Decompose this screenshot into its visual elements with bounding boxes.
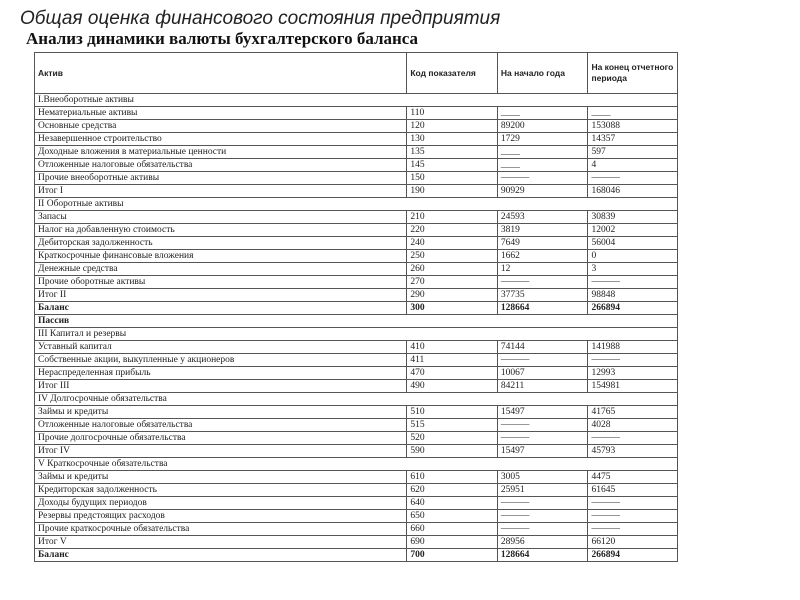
- cell-end: ———: [588, 172, 678, 185]
- cell-start: ____: [497, 107, 588, 120]
- cell-end: 12002: [588, 224, 678, 237]
- cell-end: 98848: [588, 289, 678, 302]
- cell-start: 1729: [497, 133, 588, 146]
- header-name: Актив: [35, 53, 407, 94]
- header-code: Код показателя: [407, 53, 498, 94]
- table-row: [35, 510, 678, 523]
- cell-name: Итог III: [35, 380, 407, 393]
- cell-code: 700: [407, 549, 498, 562]
- table-row: [35, 107, 678, 120]
- cell-end: ———: [588, 432, 678, 445]
- cell-name: Кредиторская задолженность: [35, 484, 407, 497]
- cell-name: Итог V: [35, 536, 407, 549]
- table-row: [35, 354, 678, 367]
- cell-name: Прочие оборотные активы: [35, 276, 407, 289]
- table-row: [35, 159, 678, 172]
- cell-end: 597: [588, 146, 678, 159]
- table-row: [35, 445, 678, 458]
- cell-code: 110: [407, 107, 498, 120]
- cell-name: Резервы предстоящих расходов: [35, 510, 407, 523]
- table-row: [35, 497, 678, 510]
- cell-end: 14357: [588, 133, 678, 146]
- cell-code: 660: [407, 523, 498, 536]
- page-title: Общая оценка финансового состояния предприятия: [20, 8, 501, 29]
- cell-start: ____: [497, 159, 588, 172]
- cell-name: Краткосрочные финансовые вложения: [35, 250, 407, 263]
- cell-end: 30839: [588, 211, 678, 224]
- cell-name: Итог II: [35, 289, 407, 302]
- cell-start: ———: [497, 276, 588, 289]
- header-start: На начало года: [497, 53, 588, 94]
- cell-end: 4: [588, 159, 678, 172]
- cell-code: 250: [407, 250, 498, 263]
- cell-name: Прочие краткосрочные обязательства: [35, 523, 407, 536]
- cell-code: 470: [407, 367, 498, 380]
- table-row: [35, 146, 678, 159]
- cell-name: Баланс: [35, 549, 407, 562]
- cell-name: Доходы будущих периодов: [35, 497, 407, 510]
- table-row: [35, 120, 678, 133]
- cell-end: 266894: [588, 549, 678, 562]
- cell-start: 128664: [497, 302, 588, 315]
- cell-end: ———: [588, 523, 678, 536]
- cell-code: 620: [407, 484, 498, 497]
- cell-name: Основные средства: [35, 120, 407, 133]
- cell-name: Доходные вложения в материальные ценности: [35, 146, 407, 159]
- table-row: [35, 367, 678, 380]
- cell-end: 41765: [588, 406, 678, 419]
- table-row: [35, 536, 678, 549]
- cell-end: 66120: [588, 536, 678, 549]
- cell-code: 290: [407, 289, 498, 302]
- cell-end: ———: [588, 354, 678, 367]
- cell-end: 4475: [588, 471, 678, 484]
- cell-end: ———: [588, 497, 678, 510]
- cell-code: 190: [407, 185, 498, 198]
- table-row: [35, 484, 678, 497]
- cell-code: 270: [407, 276, 498, 289]
- cell-start: ———: [497, 419, 588, 432]
- cell-code: 610: [407, 471, 498, 484]
- cell-start: 10067: [497, 367, 588, 380]
- cell-name: Отложенные налоговые обязательства: [35, 419, 407, 432]
- table-row: [35, 289, 678, 302]
- cell-start: 74144: [497, 341, 588, 354]
- cell-start: 28956: [497, 536, 588, 549]
- cell-start: 24593: [497, 211, 588, 224]
- table-row: [35, 406, 678, 419]
- cell-code: 515: [407, 419, 498, 432]
- cell-name: Денежные средства: [35, 263, 407, 276]
- cell-end: 56004: [588, 237, 678, 250]
- cell-start: ———: [497, 510, 588, 523]
- cell-end: 61645: [588, 484, 678, 497]
- cell-end: 12993: [588, 367, 678, 380]
- cell-code: 410: [407, 341, 498, 354]
- cell-start: 3819: [497, 224, 588, 237]
- cell-end: ———: [588, 276, 678, 289]
- cell-start: 12: [497, 263, 588, 276]
- table-row: [35, 432, 678, 445]
- cell-name: Налог на добавленную стоимость: [35, 224, 407, 237]
- cell-name: Баланс: [35, 302, 407, 315]
- cell-name: Собственные акции, выкупленные у акционеров: [35, 354, 407, 367]
- section-title: V Краткосрочные обязательства: [35, 458, 678, 471]
- cell-code: 640: [407, 497, 498, 510]
- cell-name: Отложенные налоговые обязательства: [35, 159, 407, 172]
- cell-start: 3005: [497, 471, 588, 484]
- cell-code: 220: [407, 224, 498, 237]
- cell-code: 590: [407, 445, 498, 458]
- table-row: [35, 549, 678, 562]
- cell-code: 690: [407, 536, 498, 549]
- cell-name: Прочие долгосрочные обязательства: [35, 432, 407, 445]
- cell-start: 25951: [497, 484, 588, 497]
- cell-name: Итог I: [35, 185, 407, 198]
- cell-code: 210: [407, 211, 498, 224]
- table-row: [35, 224, 678, 237]
- cell-name: Итог IV: [35, 445, 407, 458]
- cell-start: ———: [497, 432, 588, 445]
- cell-code: 411: [407, 354, 498, 367]
- cell-name: Запасы: [35, 211, 407, 224]
- table-row: [35, 237, 678, 250]
- page-subtitle: Анализ динамики валюты бухгалтерского баланса: [26, 29, 419, 48]
- cell-start: ———: [497, 354, 588, 367]
- cell-name: Незавершенное строительство: [35, 133, 407, 146]
- cell-start: 15497: [497, 406, 588, 419]
- cell-name: Уставный капитал: [35, 341, 407, 354]
- table-row: [35, 341, 678, 354]
- section-title: Пассив: [35, 315, 678, 328]
- cell-start: ———: [497, 497, 588, 510]
- cell-name: Займы и кредиты: [35, 471, 407, 484]
- cell-end: 0: [588, 250, 678, 263]
- cell-end: 154981: [588, 380, 678, 393]
- table-row: [35, 211, 678, 224]
- cell-end: 168046: [588, 185, 678, 198]
- cell-end: ____: [588, 107, 678, 120]
- cell-name: Нематериальные активы: [35, 107, 407, 120]
- header-end: На конец отчетного периода: [588, 53, 678, 94]
- cell-code: 300: [407, 302, 498, 315]
- cell-code: 120: [407, 120, 498, 133]
- cell-end: 45793: [588, 445, 678, 458]
- balance-table-body: [35, 53, 678, 562]
- cell-start: 7649: [497, 237, 588, 250]
- cell-name: Дебиторская задолженность: [35, 237, 407, 250]
- cell-start: ———: [497, 523, 588, 536]
- cell-start: 128664: [497, 549, 588, 562]
- cell-end: 141988: [588, 341, 678, 354]
- section-row: [35, 328, 678, 341]
- table-row: [35, 276, 678, 289]
- cell-code: 145: [407, 159, 498, 172]
- cell-code: 490: [407, 380, 498, 393]
- cell-end: 266894: [588, 302, 678, 315]
- section-row: [35, 198, 678, 211]
- cell-name: Займы и кредиты: [35, 406, 407, 419]
- cell-end: 3: [588, 263, 678, 276]
- cell-start: 89200: [497, 120, 588, 133]
- cell-end: ———: [588, 510, 678, 523]
- cell-start: 84211: [497, 380, 588, 393]
- cell-code: 520: [407, 432, 498, 445]
- table-header-row: [35, 53, 678, 94]
- table-row: [35, 471, 678, 484]
- section-row: [35, 315, 678, 328]
- table-row: [35, 302, 678, 315]
- cell-start: 37735: [497, 289, 588, 302]
- cell-code: 260: [407, 263, 498, 276]
- section-row: [35, 458, 678, 471]
- balance-table: [34, 52, 678, 562]
- cell-end: 4028: [588, 419, 678, 432]
- section-title: IV Долгосрочные обязательства: [35, 393, 678, 406]
- section-row: [35, 393, 678, 406]
- table-row: [35, 263, 678, 276]
- cell-start: ____: [497, 146, 588, 159]
- table-row: [35, 172, 678, 185]
- cell-code: 650: [407, 510, 498, 523]
- cell-code: 150: [407, 172, 498, 185]
- section-row: [35, 94, 678, 107]
- cell-start: 15497: [497, 445, 588, 458]
- cell-code: 240: [407, 237, 498, 250]
- cell-start: 90929: [497, 185, 588, 198]
- table-row: [35, 133, 678, 146]
- cell-start: ———: [497, 172, 588, 185]
- cell-end: 153088: [588, 120, 678, 133]
- table-row: [35, 523, 678, 536]
- section-title: II Оборотные активы: [35, 198, 678, 211]
- table-row: [35, 250, 678, 263]
- cell-code: 135: [407, 146, 498, 159]
- cell-code: 130: [407, 133, 498, 146]
- cell-name: Прочие внеоборотные активы: [35, 172, 407, 185]
- cell-name: Нераспределенная прибыль: [35, 367, 407, 380]
- table-row: [35, 185, 678, 198]
- section-title: I.Внеоборотные активы: [35, 94, 678, 107]
- cell-code: 510: [407, 406, 498, 419]
- cell-start: 1662: [497, 250, 588, 263]
- table-row: [35, 380, 678, 393]
- section-title: III Капитал и резервы: [35, 328, 678, 341]
- table-row: [35, 419, 678, 432]
